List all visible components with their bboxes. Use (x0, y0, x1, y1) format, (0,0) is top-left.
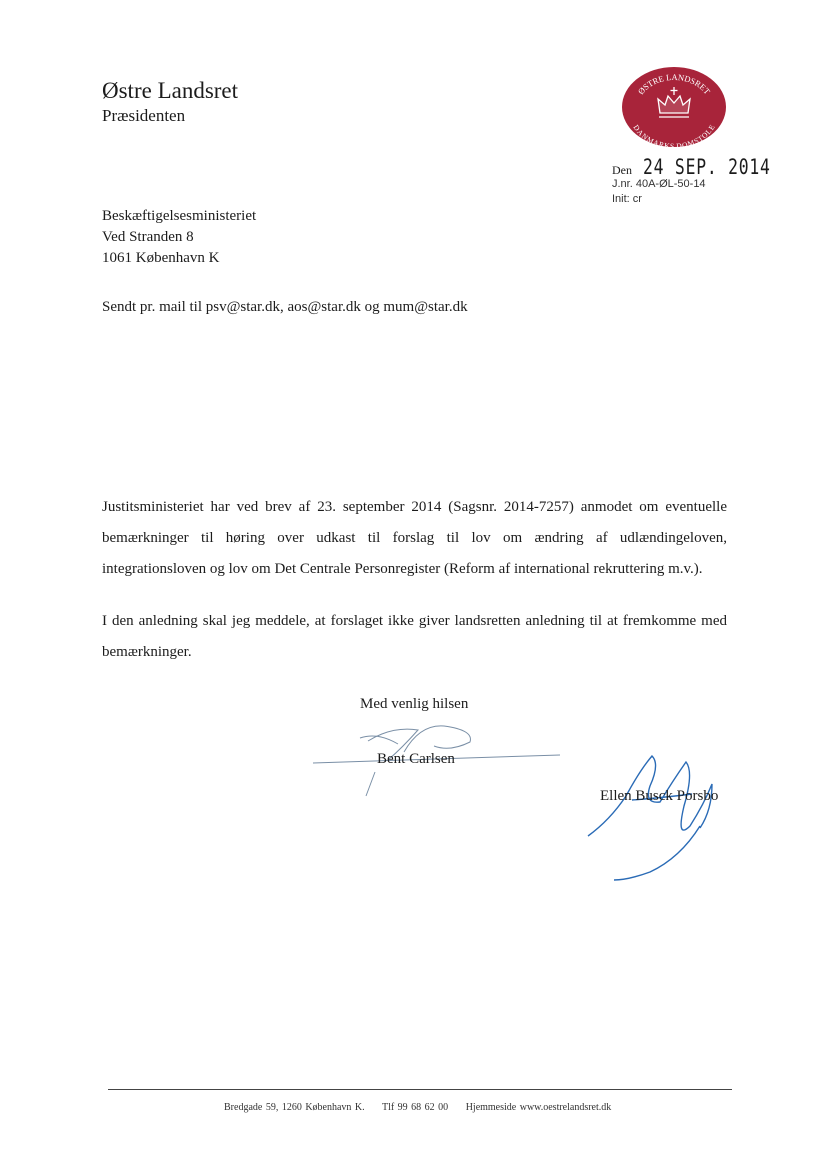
sent-by-mail-line: Sendt pr. mail til psv@star.dk, aos@star.dk og mum@star.dk (102, 299, 468, 315)
signatory-2-name: Ellen Busck Porsbo (600, 788, 719, 804)
footer-website: Hjemmeside www.oestrelandsret.dk (465, 1102, 612, 1113)
recipient-city: 1061 København K (102, 250, 220, 266)
initials: Init: cr (612, 193, 642, 205)
seal-top-text: ØSTRE LANDSRET (635, 71, 713, 97)
signatory-1-name: Bent Carlsen (377, 751, 455, 767)
signature-ellen-busck-porsbo-icon (588, 756, 712, 880)
closing-greeting: Med venlig hilsen (360, 696, 469, 712)
court-name: Østre Landsret (102, 78, 239, 103)
recipient-name: Beskæftigelsesministeriet (102, 208, 257, 224)
footer-divider (108, 1089, 732, 1090)
date-stamp: 24 SEP. 2014 (643, 155, 771, 179)
court-subtitle: Præsidenten (102, 106, 186, 125)
journal-number: J.nr. 40A-ØL-50-14 (612, 178, 706, 190)
footer-address: Bredgade 59, 1260 København K. (224, 1102, 365, 1113)
recipient-street: Ved Stranden 8 (102, 229, 194, 245)
body-paragraph: I den anledning skal jeg meddele, at forslaget ikke giver landsretten anledning til at fremkomme med bemærkninger. (102, 613, 727, 660)
footer (224, 1102, 625, 1113)
seal-bottom-text: DANMARKS DOMSTOLE (631, 123, 717, 148)
date-prefix: Den (612, 163, 632, 177)
footer-phone: Tlf 99 68 62 00 (381, 1102, 449, 1113)
body-paragraph: Justitsministeriet har ved brev af 23. september 2014 (Sagsnr. 2014-7257) anmodet om eventuelle bemærkninger til høring over udkast til forslag til lov om ændring af udlændingeloven, integrationsloven og lov om Det Centrale Personregister (Reform af international rekruttering m.v.). (102, 499, 727, 577)
